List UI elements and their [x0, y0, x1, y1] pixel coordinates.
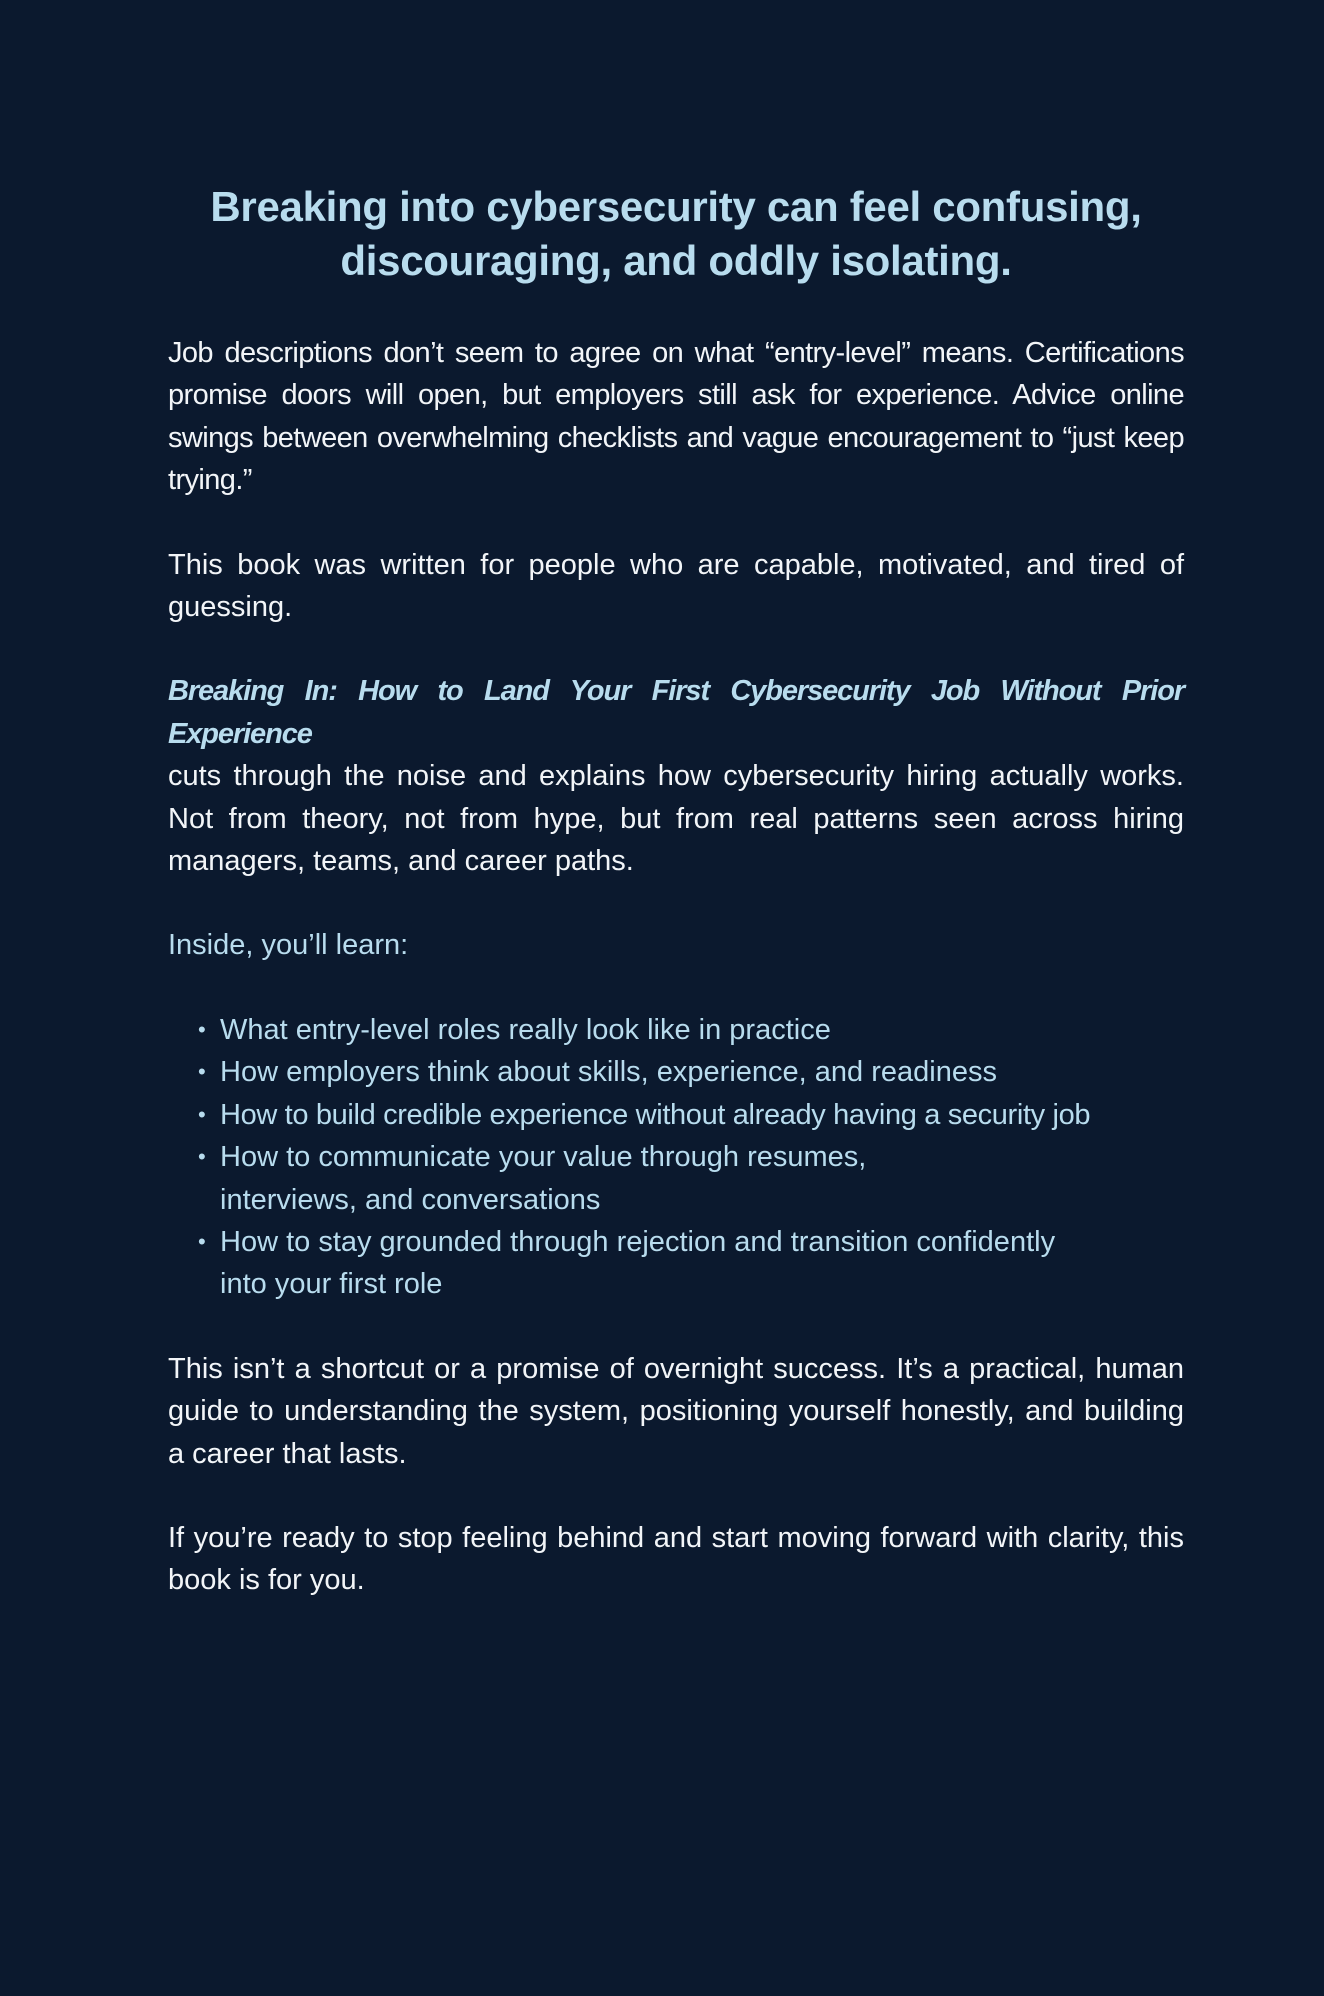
list-item	[198, 1136, 1184, 1221]
paragraph-not-a-shortcut: This isn’t a shortcut or a promise of overnight success. It’s a practical, human guide to understanding the system, positioning yourself honestly, and building a career that lasts.	[168, 1352, 1184, 1470]
bullet-icon: •	[198, 1228, 206, 1254]
inside-intro: Inside, you’ll learn:	[168, 929, 409, 962]
list-item	[198, 1221, 1184, 1306]
list-item	[198, 1051, 1184, 1093]
paragraph-ready: If you’re ready to stop feeling behind and start moving forward with clarity, this book is for you.	[168, 1521, 1184, 1597]
list-item-text: How employers think about skills, experience, and readiness	[220, 1056, 997, 1089]
bullet-icon: •	[198, 1101, 206, 1127]
paragraph-job-descriptions: Job descriptions don’t seem to agree on what “entry-level” means. Certifications promise doors will open, but employers still ask for experience. Advice online swings between overwhelming checklists and vague encouragement to “just keep trying.”	[168, 337, 1184, 497]
paragraph-book-intro	[168, 670, 1184, 882]
list-item-text-continued: into your first role	[220, 1268, 443, 1301]
list-item-text: How to communicate your value through resumes,	[220, 1141, 867, 1174]
paragraph-written-for: This book was written for people who are capable, motivated, and tired of guessing.	[168, 548, 1184, 624]
list-item-text-continued: interviews, and conversations	[220, 1183, 601, 1216]
learn-list	[168, 1009, 1184, 1306]
headline	[168, 180, 1184, 288]
list-item	[198, 1009, 1184, 1051]
headline-line-2: discouraging, and oddly isolating.	[340, 237, 1012, 284]
list-item-text: How to build credible experience without already having a security job	[220, 1098, 1091, 1131]
bullet-icon: •	[198, 1144, 206, 1170]
bullet-icon: •	[198, 1059, 206, 1085]
headline-line-1: Breaking into cybersecurity can feel confusing,	[210, 183, 1142, 230]
book-title: Breaking In: How to Land Your First Cybersecurity Job Without Prior Experience	[168, 675, 1184, 750]
blurb-content	[168, 180, 1184, 1602]
list-item-text: How to stay grounded through rejection and transition confidently	[220, 1225, 1056, 1258]
list-item-text: What entry-level roles really look like in practice	[220, 1013, 831, 1046]
book-intro-body: cuts through the noise and explains how cybersecurity hiring actually works. Not from theory, not from hype, but from real patterns seen across hiring managers, teams, and career paths.	[168, 760, 1184, 878]
bullet-icon: •	[198, 1016, 206, 1042]
list-item	[198, 1094, 1184, 1136]
